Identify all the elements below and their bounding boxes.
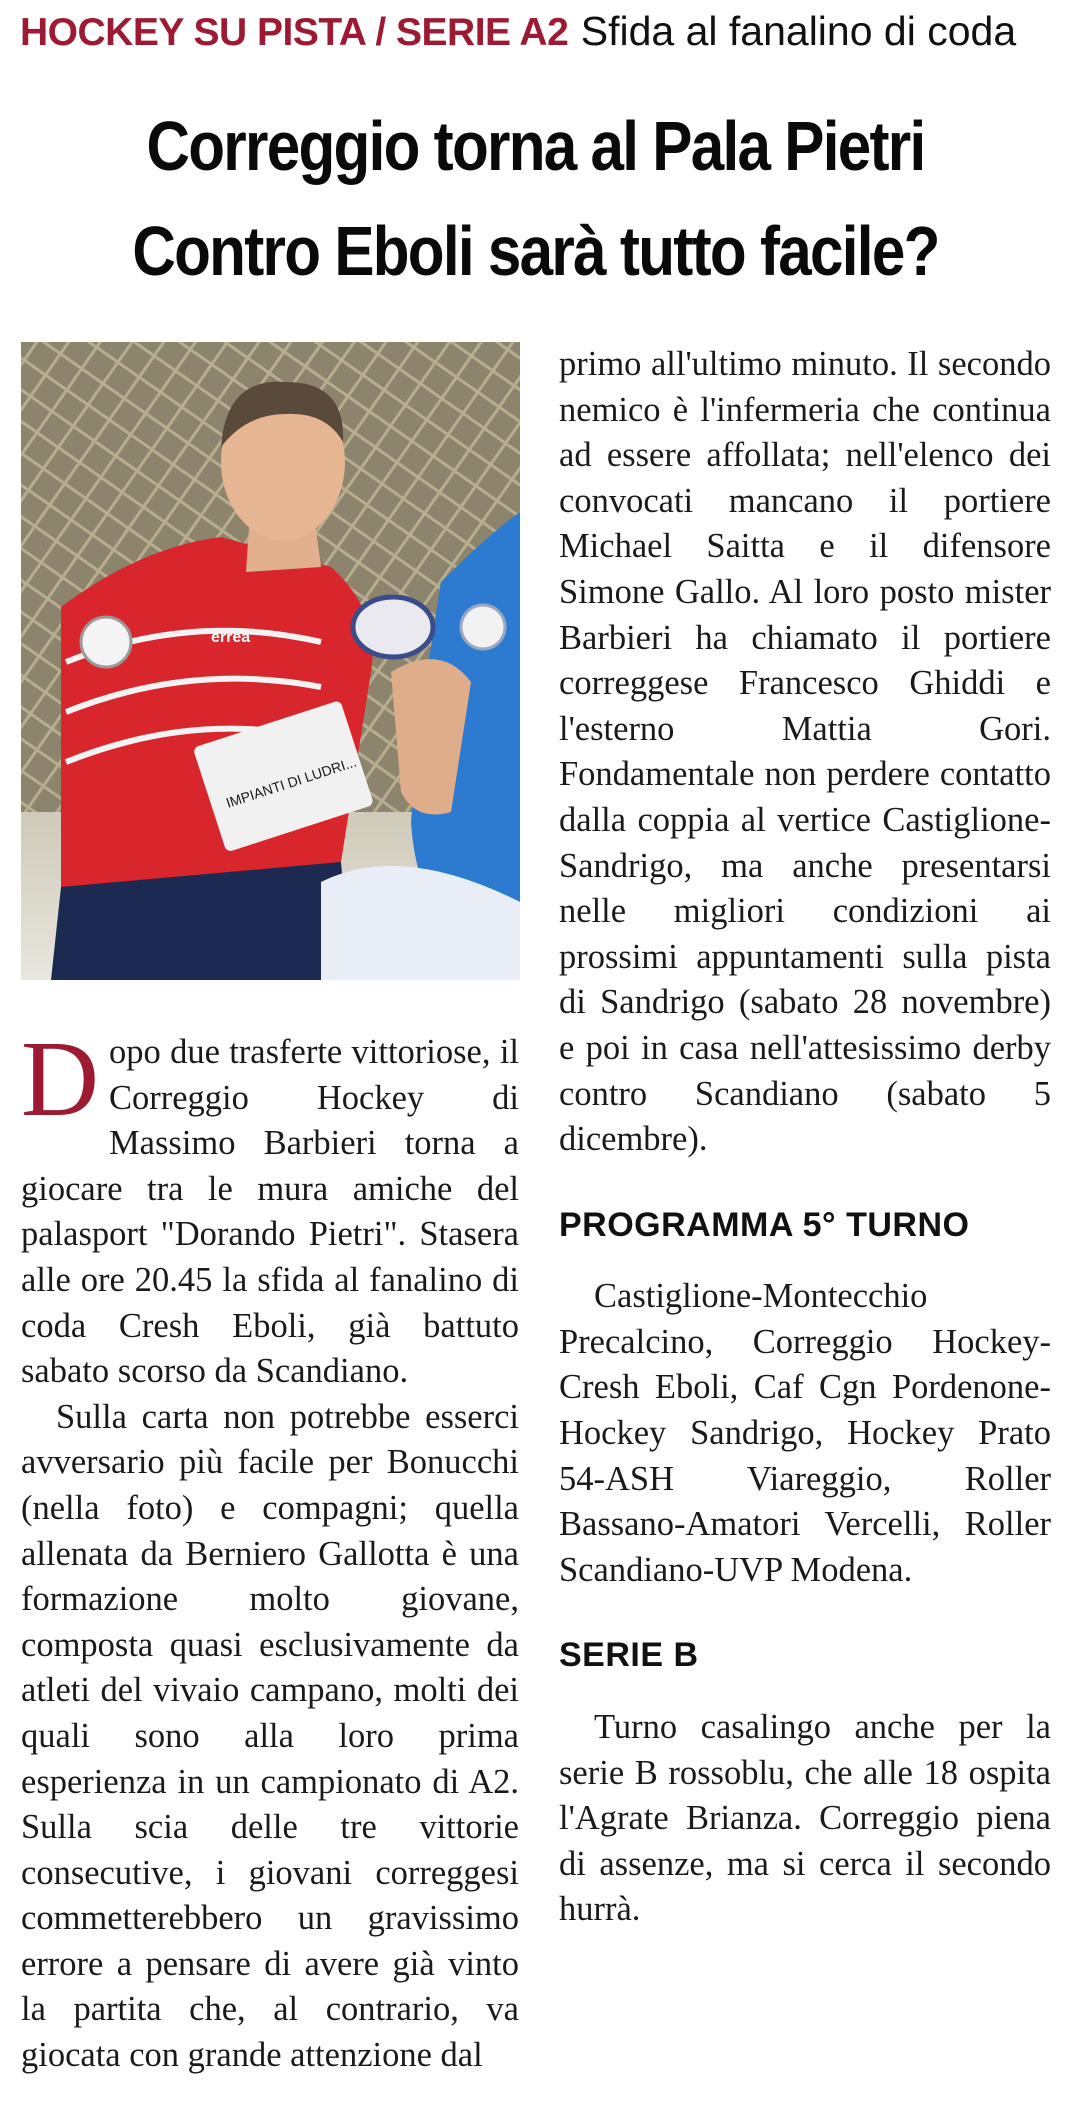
paragraph-1-text: opo due trasferte vittoriose, il Correggio Hockey di Massimo Barbieri torna a giocare tra le mura amiche del palasport "Dorando Pietri". Stasera alle ore 20.45 la sfida al fanalino di coda Cresh Eboli, già battuto sabato scorso da Scandiano. — [21, 1033, 519, 1391]
programma-text: Castiglione-Montecchio Precalcino, Correggio Hockey-Cresh Eboli, Caf Cgn Pordenone-Hockey Sandrigo, Hockey Prato 54-ASH Viareggio, Roller Bassano-Amatori Vercelli, Roller Scandiano-UVP Modena. — [559, 1277, 1051, 1589]
headline-line-2: Contro Eboli sarà tutto facile? — [132, 212, 939, 290]
drop-cap: D — [21, 1020, 99, 1139]
serie-b-text: Turno casalingo anche per la serie B rossoblu, che alle 18 ospita l'Agrate Brianza. Correggio piena di assenze, ma si cerca il secondo hurrà. — [559, 1708, 1051, 1929]
article-paragraph-2-continued: primo all'ultimo minuto. Il secondo nemico è l'infermeria che continua ad essere affollata; nell'elenco dei convocati mancano il portiere Michael Saitta e il difensore Simone Gallo. Al loro posto mister Barbieri ha chiamato il portiere correggese Francesco Ghiddi e l'esterno Mattia Gori. Fondamentale non perdere contatto dalla coppia al vertice Castiglione-Sandrigo, ma anche presentarsi nelle migliori condizioni ai prossimi appuntamenti sulla pista di Sandrigo (sabato 28 novembre) e poi in casa nell'attesissimo derby contro Scandiano (sabato 5 dicembre). — [559, 345, 1051, 1159]
article-photo — [21, 342, 520, 980]
jersey-brand: errea — [211, 629, 251, 646]
article-column-left — [21, 1020, 519, 2079]
headline-line-1: Correggio torna al Pala Pietri — [146, 107, 925, 185]
article-kicker — [20, 8, 1016, 60]
jersey-text: IMPIANTI DI LUDRI... — [223, 753, 359, 811]
kicker-subtitle: Sfida al fanalino di coda — [580, 8, 1017, 54]
programma-heading: PROGRAMMA 5° TURNO — [559, 1205, 970, 1244]
section-label: HOCKEY SU PISTA / SERIE A2 — [20, 11, 569, 54]
article-paragraph-1 — [21, 1020, 519, 1395]
article-paragraph-2: Sulla carta non potrebbe esserci avversario più facile per Bonucchi (nella foto) e compagni; quella allenata da Berniero Gallotta è una formazione molto giovane, composta quasi esclusivamente da atleti del vivaio campano, molti dei quali sono alla loro prima esperienza in un campionato di A2. Sulla scia delle tre vittorie consecutive, i giovani correggesi commetterebbero un gravissimo errore a pensare di avere già vinto la partita che, al contrario, va giocata con grande attenzione dal — [21, 1397, 519, 2075]
serie-b-heading: SERIE B — [559, 1636, 699, 1675]
article-column-right — [559, 342, 1051, 1933]
